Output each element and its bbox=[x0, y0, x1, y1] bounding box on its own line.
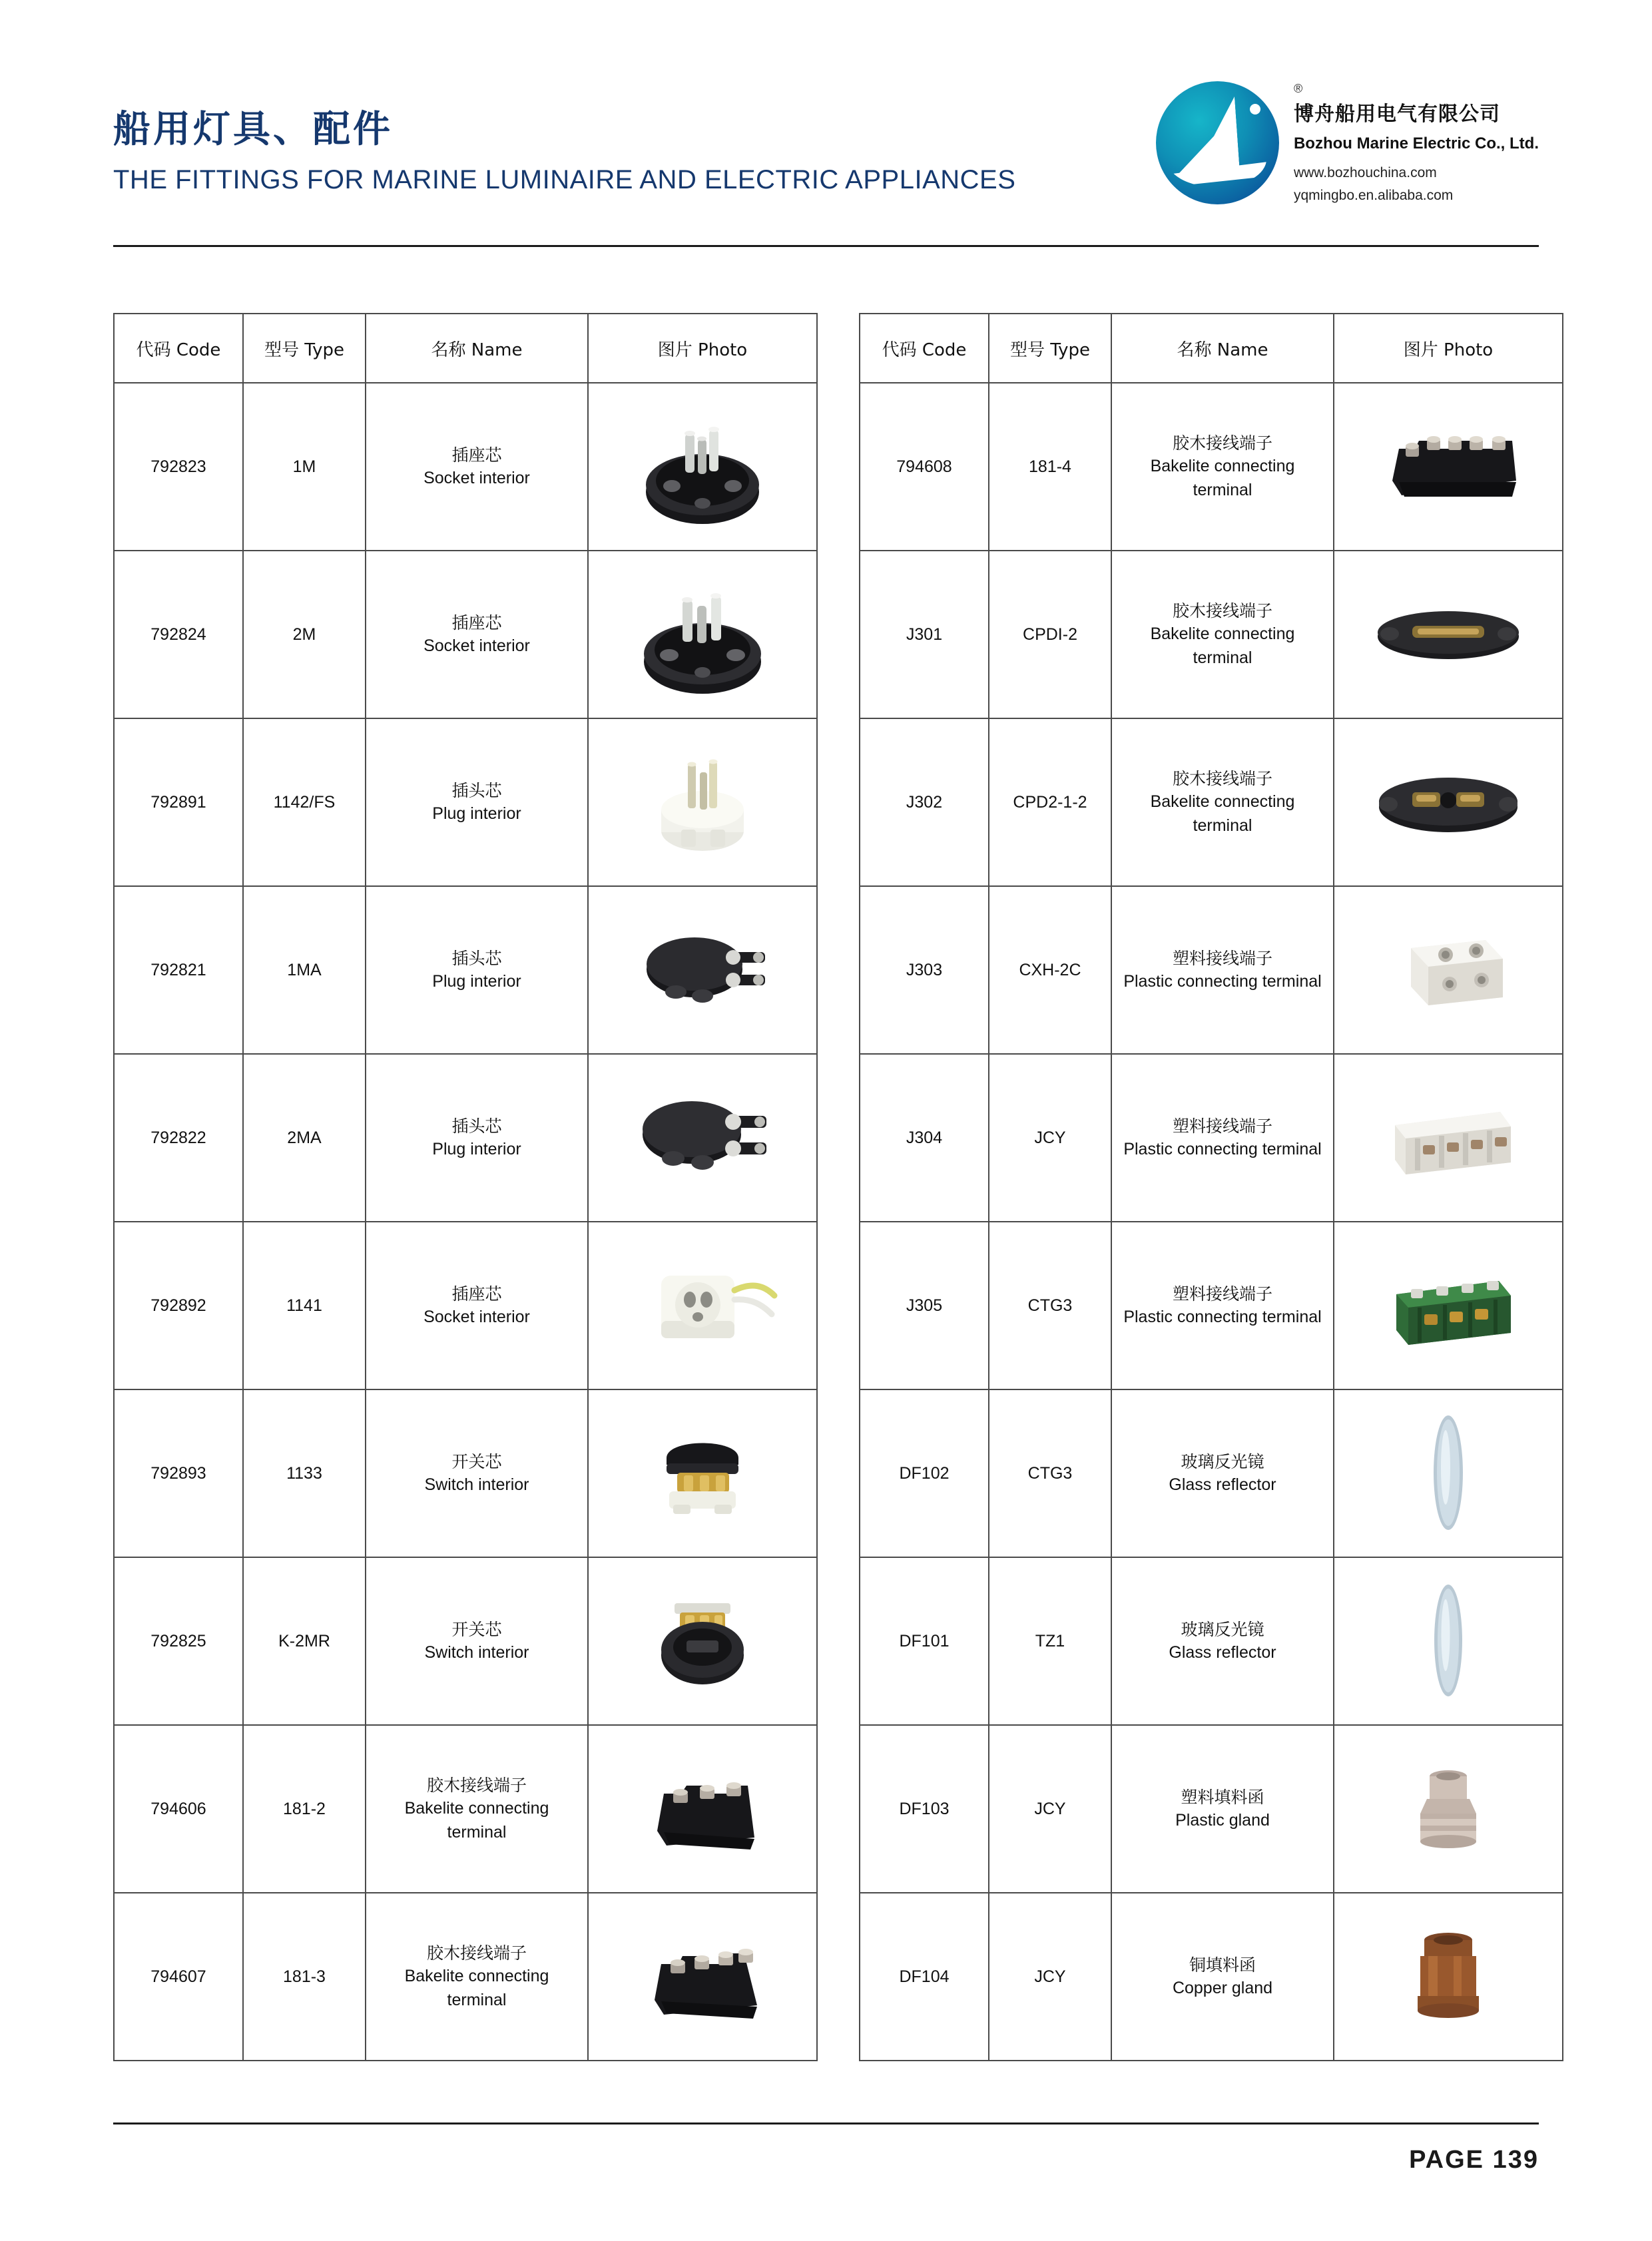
cell-name-en: Plastic gland bbox=[1175, 1811, 1270, 1830]
cell-code: 792893 bbox=[114, 1389, 243, 1557]
cell-type: K-2MR bbox=[243, 1557, 366, 1725]
cell-name-cn: 塑料接线端子 bbox=[1172, 948, 1272, 968]
cell-name bbox=[366, 718, 588, 886]
cell-code: DF102 bbox=[860, 1389, 989, 1557]
table-row bbox=[114, 1222, 817, 1389]
product-image-bakelite-terminal-3 bbox=[593, 1910, 812, 2043]
cell-name bbox=[366, 383, 588, 551]
cell-type: 181-3 bbox=[243, 1893, 366, 2061]
cell-name-cn: 插头芯 bbox=[451, 1116, 502, 1136]
table-row bbox=[860, 1054, 1563, 1222]
cell-name-cn: 插座芯 bbox=[451, 613, 502, 632]
cell-name-cn: 开关芯 bbox=[451, 1451, 502, 1471]
table-row bbox=[114, 1725, 817, 1893]
company-logo-block bbox=[1156, 80, 1539, 206]
table-header-row bbox=[860, 314, 1563, 383]
left-product-table bbox=[113, 313, 818, 2061]
cell-name bbox=[366, 1054, 588, 1222]
table-row bbox=[860, 1725, 1563, 1893]
cell-name-en: Glass reflector bbox=[1169, 1475, 1276, 1494]
cell-name bbox=[1111, 718, 1334, 886]
column-header-type: 型号 Type bbox=[989, 314, 1111, 383]
cell-photo bbox=[1334, 1054, 1563, 1222]
cell-code: J302 bbox=[860, 718, 989, 886]
product-image-glass-reflector bbox=[1338, 1575, 1558, 1708]
cell-name bbox=[1111, 383, 1334, 551]
cell-name-cn: 插头芯 bbox=[451, 780, 502, 800]
cell-code: 792892 bbox=[114, 1222, 243, 1389]
cell-name-en: Socket interior bbox=[423, 1308, 530, 1326]
cell-type: 2MA bbox=[243, 1054, 366, 1222]
cell-name bbox=[1111, 1893, 1334, 2061]
header-divider bbox=[113, 245, 1539, 247]
cell-name bbox=[1111, 551, 1334, 718]
cell-type: CPDI-2 bbox=[989, 551, 1111, 718]
cell-name bbox=[1111, 886, 1334, 1054]
title-block bbox=[113, 100, 1015, 195]
product-image-bakelite-strip-oval bbox=[1338, 568, 1558, 701]
cell-name-en: Bakelite connecting terminal bbox=[404, 1967, 549, 2009]
table-row bbox=[114, 1389, 817, 1557]
cell-type: 1MA bbox=[243, 886, 366, 1054]
cell-name bbox=[366, 551, 588, 718]
footer-divider bbox=[113, 2122, 1539, 2124]
cell-photo bbox=[1334, 551, 1563, 718]
column-header-photo: 图片 Photo bbox=[1334, 314, 1563, 383]
cell-name-en: Plastic connecting terminal bbox=[1123, 1308, 1322, 1326]
cell-type: 1141 bbox=[243, 1222, 366, 1389]
company-name-en: Bozhou Marine Electric Co., Ltd. bbox=[1293, 134, 1539, 152]
cell-photo bbox=[1334, 1893, 1563, 2061]
cell-name bbox=[1111, 1557, 1334, 1725]
column-header-photo: 图片 Photo bbox=[588, 314, 817, 383]
company-name-cn: 博舟船用电气有限公司 bbox=[1293, 103, 1500, 126]
cell-name-cn: 胶木接线端子 bbox=[426, 1775, 527, 1795]
cell-name-en: Socket interior bbox=[423, 469, 530, 487]
right-product-table bbox=[859, 313, 1563, 2061]
product-image-plastic-gland bbox=[1338, 1742, 1558, 1875]
cell-type: JCY bbox=[989, 1054, 1111, 1222]
page-title-cn: 船用灯具、配件 bbox=[113, 108, 393, 151]
product-image-black-socket-interior bbox=[593, 568, 812, 701]
product-image-black-socket-interior bbox=[593, 400, 812, 533]
registered-mark: ® bbox=[1293, 82, 1303, 95]
cell-name-cn: 插座芯 bbox=[451, 1284, 502, 1304]
page-number: PAGE 139 bbox=[1409, 2146, 1539, 2174]
cell-name-en: Switch interior bbox=[424, 1643, 529, 1662]
product-image-copper-gland bbox=[1338, 1910, 1558, 2043]
table-row bbox=[114, 718, 817, 886]
cell-type: 181-2 bbox=[243, 1725, 366, 1893]
cell-code: J305 bbox=[860, 1222, 989, 1389]
cell-name bbox=[1111, 1725, 1334, 1893]
cell-name-en: Socket interior bbox=[423, 636, 530, 655]
cell-type: 1M bbox=[243, 383, 366, 551]
sail-shape-icon bbox=[1173, 97, 1239, 174]
cell-name-en: Plug interior bbox=[432, 804, 521, 823]
table-row bbox=[860, 383, 1563, 551]
cell-name-en: Plastic connecting terminal bbox=[1123, 972, 1322, 991]
column-header-code: 代码 Code bbox=[860, 314, 989, 383]
cell-name-en: Bakelite connecting terminal bbox=[404, 1799, 549, 1842]
cell-code: 792822 bbox=[114, 1054, 243, 1222]
cell-code: DF103 bbox=[860, 1725, 989, 1893]
table-row bbox=[860, 1222, 1563, 1389]
catalog-tables bbox=[113, 313, 1539, 2061]
cell-photo bbox=[588, 1893, 817, 2061]
product-image-switch-interior-brass bbox=[593, 1407, 812, 1540]
table-row bbox=[860, 1557, 1563, 1725]
product-image-plastic-terminal-strip bbox=[1338, 1071, 1558, 1204]
cell-name-cn: 铜填料函 bbox=[1189, 1955, 1256, 1975]
cell-type: CTG3 bbox=[989, 1389, 1111, 1557]
cell-name-en: Plastic connecting terminal bbox=[1123, 1140, 1322, 1158]
cell-name-cn: 塑料接线端子 bbox=[1172, 1284, 1272, 1304]
cell-code: DF101 bbox=[860, 1557, 989, 1725]
cell-name bbox=[366, 886, 588, 1054]
product-image-black-plug-interior bbox=[593, 1071, 812, 1204]
cell-photo bbox=[588, 886, 817, 1054]
cell-photo bbox=[1334, 718, 1563, 886]
cell-photo bbox=[1334, 1557, 1563, 1725]
cell-code: DF104 bbox=[860, 1893, 989, 2061]
cell-type: JCY bbox=[989, 1893, 1111, 2061]
cell-photo bbox=[588, 1725, 817, 1893]
column-header-type: 型号 Type bbox=[243, 314, 366, 383]
ship-logo-icon bbox=[1156, 81, 1279, 204]
product-image-green-terminal-block bbox=[1338, 1239, 1558, 1372]
table-row bbox=[860, 718, 1563, 886]
cell-name-cn: 胶木接线端子 bbox=[426, 1943, 527, 1963]
cell-code: 792891 bbox=[114, 718, 243, 886]
cell-type: TZ1 bbox=[989, 1557, 1111, 1725]
cell-photo bbox=[588, 1557, 817, 1725]
cell-name-cn: 玻璃反光镜 bbox=[1181, 1619, 1264, 1639]
table-row bbox=[114, 1893, 817, 2061]
table-row bbox=[860, 1893, 1563, 2061]
cell-name-en: Bakelite connecting terminal bbox=[1150, 792, 1295, 835]
cell-type: JCY bbox=[989, 1725, 1111, 1893]
cell-photo bbox=[1334, 1389, 1563, 1557]
product-image-glass-reflector bbox=[1338, 1407, 1558, 1540]
cell-photo bbox=[588, 551, 817, 718]
table-header-row bbox=[114, 314, 817, 383]
product-image-bakelite-strip-two bbox=[1338, 736, 1558, 869]
cell-code: 792824 bbox=[114, 551, 243, 718]
cell-name bbox=[366, 1557, 588, 1725]
cell-photo bbox=[588, 1054, 817, 1222]
cell-name bbox=[366, 1893, 588, 2061]
cell-code: J304 bbox=[860, 1054, 989, 1222]
cell-photo bbox=[588, 718, 817, 886]
cell-code: 794608 bbox=[860, 383, 989, 551]
cell-type: CPD2-1-2 bbox=[989, 718, 1111, 886]
cell-name-en: Plug interior bbox=[432, 972, 521, 991]
product-image-bakelite-terminal-4 bbox=[1338, 400, 1558, 533]
cell-type: 181-4 bbox=[989, 383, 1111, 551]
cell-name-en: Plug interior bbox=[432, 1140, 521, 1158]
cell-name bbox=[366, 1725, 588, 1893]
cell-name-cn: 插座芯 bbox=[451, 445, 502, 465]
dot-icon bbox=[1250, 104, 1260, 115]
company-info bbox=[1294, 80, 1539, 206]
column-header-code: 代码 Code bbox=[114, 314, 243, 383]
cell-code: J303 bbox=[860, 886, 989, 1054]
cell-photo bbox=[1334, 1725, 1563, 1893]
cell-name-en: Bakelite connecting terminal bbox=[1150, 624, 1295, 667]
cell-type: 2M bbox=[243, 551, 366, 718]
cell-name bbox=[1111, 1054, 1334, 1222]
cell-code: 792825 bbox=[114, 1557, 243, 1725]
product-image-black-plug-interior bbox=[593, 903, 812, 1037]
column-header-name: 名称 Name bbox=[1111, 314, 1334, 383]
cell-name-cn: 玻璃反光镜 bbox=[1181, 1451, 1264, 1471]
page-header bbox=[113, 80, 1539, 253]
cell-type: CXH-2C bbox=[989, 886, 1111, 1054]
column-header-name: 名称 Name bbox=[366, 314, 588, 383]
cell-name bbox=[366, 1389, 588, 1557]
cell-code: 792821 bbox=[114, 886, 243, 1054]
cell-name-cn: 胶木接线端子 bbox=[1172, 601, 1272, 621]
cell-name-cn: 插头芯 bbox=[451, 948, 502, 968]
cell-name-cn: 塑料接线端子 bbox=[1172, 1116, 1272, 1136]
cell-photo bbox=[588, 383, 817, 551]
product-image-plastic-block-white bbox=[1338, 903, 1558, 1037]
product-image-bakelite-terminal-2 bbox=[593, 1742, 812, 1875]
cell-code: 792823 bbox=[114, 383, 243, 551]
cell-type: CTG3 bbox=[989, 1222, 1111, 1389]
cell-photo bbox=[588, 1389, 817, 1557]
product-image-white-socket-wire bbox=[593, 1239, 812, 1372]
table-row bbox=[860, 1389, 1563, 1557]
table-row bbox=[114, 551, 817, 718]
cell-code: 794606 bbox=[114, 1725, 243, 1893]
cell-name-cn: 开关芯 bbox=[451, 1619, 502, 1639]
cell-name bbox=[366, 1222, 588, 1389]
cell-code: 794607 bbox=[114, 1893, 243, 2061]
product-image-switch-interior-round bbox=[593, 1575, 812, 1708]
cell-type: 1133 bbox=[243, 1389, 366, 1557]
table-row bbox=[114, 383, 817, 551]
table-row bbox=[114, 1557, 817, 1725]
table-row bbox=[114, 1054, 817, 1222]
company-alibaba-url: yqmingbo.en.alibaba.com bbox=[1293, 187, 1454, 203]
page-title-en: THE FITTINGS FOR MARINE LUMINAIRE AND ELECTRIC APPLIANCES bbox=[113, 165, 1016, 194]
cell-name-en: Bakelite connecting terminal bbox=[1150, 457, 1295, 499]
cell-name-cn: 塑料填料函 bbox=[1181, 1787, 1264, 1807]
cell-code: J301 bbox=[860, 551, 989, 718]
cell-name bbox=[1111, 1222, 1334, 1389]
table-row bbox=[114, 886, 817, 1054]
cell-type: 1142/FS bbox=[243, 718, 366, 886]
cell-name-en: Switch interior bbox=[424, 1475, 529, 1494]
product-image-white-plug-interior bbox=[593, 736, 812, 869]
cell-name-cn: 胶木接线端子 bbox=[1172, 433, 1272, 453]
cell-name-cn: 胶木接线端子 bbox=[1172, 768, 1272, 788]
table-row bbox=[860, 551, 1563, 718]
cell-photo bbox=[1334, 886, 1563, 1054]
cell-photo bbox=[588, 1222, 817, 1389]
table-row bbox=[860, 886, 1563, 1054]
cell-name-en: Glass reflector bbox=[1169, 1643, 1276, 1662]
cell-photo bbox=[1334, 1222, 1563, 1389]
cell-name-en: Copper gland bbox=[1172, 1979, 1273, 1997]
cell-name bbox=[1111, 1389, 1334, 1557]
cell-photo bbox=[1334, 383, 1563, 551]
company-website: www.bozhouchina.com bbox=[1293, 165, 1437, 180]
